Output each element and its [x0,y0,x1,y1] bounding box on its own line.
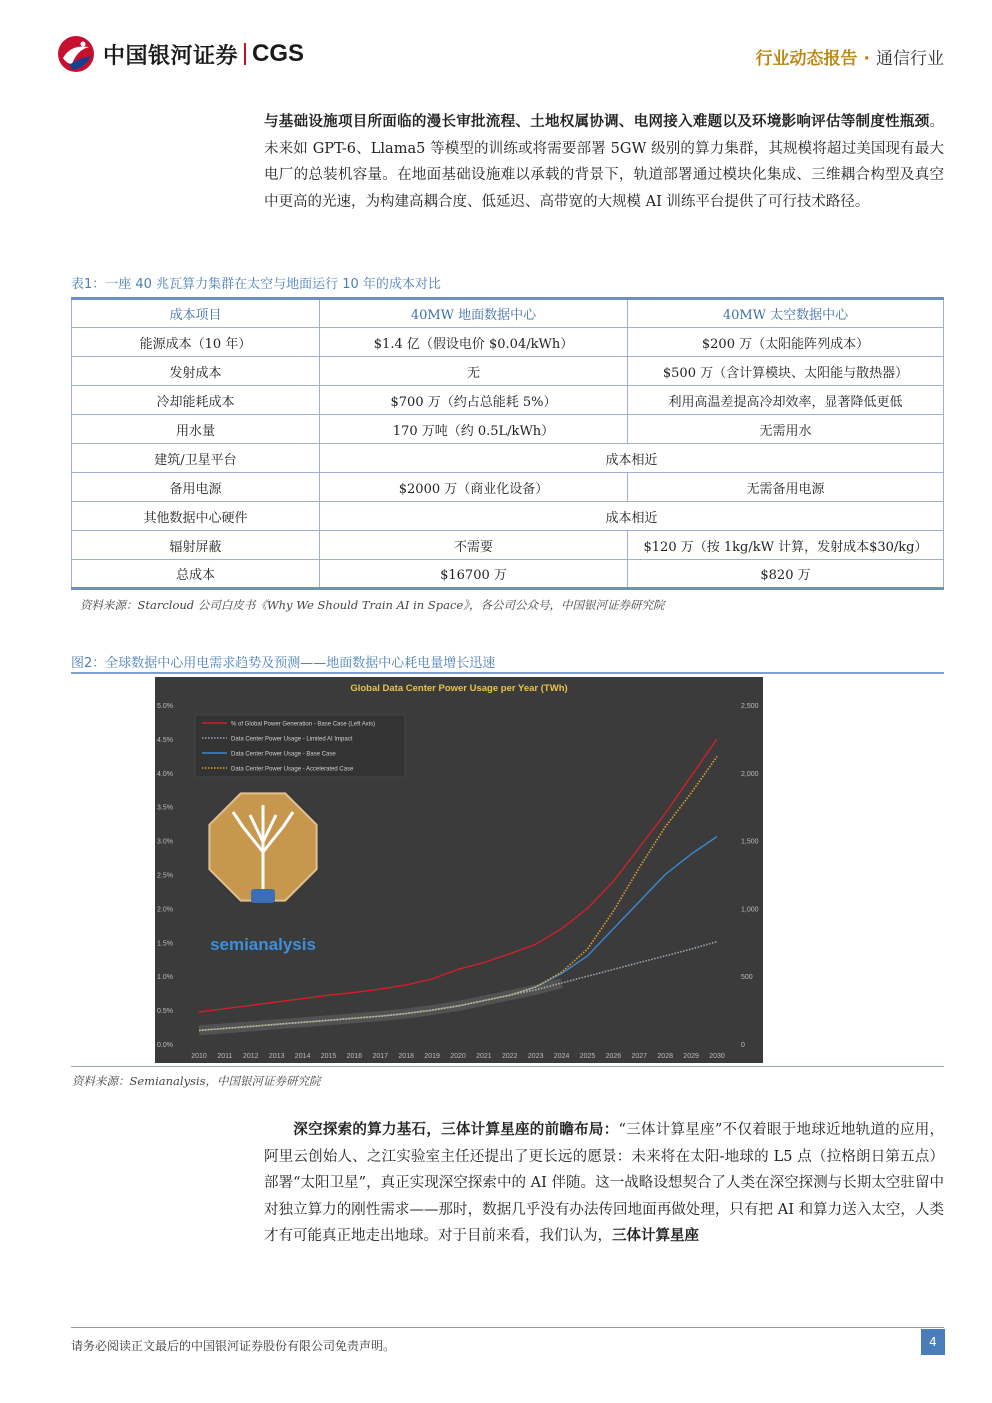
x-axis-tick-label: 2019 [424,1053,440,1060]
watermark-text: semianalysis [210,935,316,954]
cell-item: 建筑/卫星平台 [72,444,320,473]
x-axis-tick-label: 2025 [579,1053,596,1060]
cell-item: 其他数据中心硬件 [72,502,320,531]
power-usage-chart [155,677,763,1063]
chart-canvas [155,677,763,1063]
cost-comparison-table [71,297,944,590]
galaxy-logo-icon [55,34,97,74]
cell-item: 能源成本（10 年） [72,328,320,357]
watermark-bulb-base [251,889,275,903]
right-axis-tick-label: 1,000 [741,906,759,914]
cell-item: 用水量 [72,415,320,444]
legend-entry: % of Global Power Generation - Base Case (Left Axis) [231,721,376,728]
table-row [72,531,944,560]
cell-ground: $700 万（约占总能耗 5%） [320,386,628,415]
logo-chinese-name: 中国银河证券 [103,43,239,69]
cell-space: $200 万（太阳能阵列成本） [628,328,944,357]
cell-item: 辐射屏蔽 [72,531,320,560]
x-axis-tick-label: 2020 [450,1053,466,1060]
header-ground-dc: 40MW 地面数据中心 [320,299,628,328]
paragraph-1-text: 。未来如 GPT-6、Llama5 等模型的训练或将需要部署 5GW 级别的算力集群，其规模将超过美国现有最大电厂的总装机容量。在地面基础设施难以承载的背景下，轨道部署通过模块化集成、三维耦合构型及真空中更高的光速，为构建高耦合度、低延迟、高带宽的大规模 AI 训练平台提供了可行技术路径。 [264,114,944,210]
left-axis-tick-label: 2.5% [157,872,173,880]
cell-ground: $1.4 亿（假设电价 $0.04/kWh） [320,328,628,357]
x-axis-tick-label: 2013 [268,1053,285,1060]
legend-entry: Data Center Power Usage - Accelerated Case [231,766,354,773]
left-axis-tick-label: 0.0% [157,1042,173,1049]
cell-item: 发射成本 [72,357,320,386]
page-number: 4 [921,1329,945,1355]
figure-2-source: 资料来源：Semianalysis，中国银河证券研究院 [72,1074,321,1088]
cell-item: 备用电源 [72,473,320,502]
header-space-dc: 40MW 太空数据中心 [628,299,944,328]
logo-divider [244,43,246,65]
paragraph-2-bold-end: 三体计算星座 [612,1227,699,1244]
table-row [72,444,944,473]
x-axis-tick-label: 2011 [217,1053,233,1060]
right-axis-tick-label: 0 [741,1042,745,1049]
header-separator: · [863,49,870,69]
cell-space: $820 万 [628,560,944,589]
figure-bottom-rule [71,1066,944,1067]
footer-disclaimer: 请务必阅读正文最后的中国银河证券股份有限公司免责声明。 [71,1339,396,1353]
cell-merged: 成本相近 [320,502,944,531]
cell-ground: $16700 万 [320,560,628,589]
left-axis-tick-label: 3.5% [157,804,173,812]
table-row [72,560,944,589]
left-axis-tick-label: 4.0% [157,770,173,778]
x-axis-tick-label: 2027 [631,1053,648,1060]
x-axis-tick-label: 2015 [320,1053,337,1060]
x-axis-tick-label: 2026 [605,1053,622,1060]
report-type-label [756,44,944,69]
cell-ground: $2000 万（商业化设备） [320,473,628,502]
page-header [0,0,992,85]
paragraph-2-bold-start: 深空探索的算力基石，三体计算星座的前瞻布局： [293,1121,619,1138]
body-paragraph-2 [264,1117,944,1250]
table-row [72,502,944,531]
cell-space: 无需用水 [628,415,944,444]
cell-ground: 170 万吨（约 0.5L/kWh） [320,415,628,444]
industry-label: 通信行业 [876,49,944,69]
legend-entry: Data Center Power Usage - Base Case [231,751,336,758]
right-axis-tick-label: 2,500 [741,703,759,710]
chart-title: Global Data Center Power Usage per Year (TWh) [350,683,568,694]
x-axis-tick-label: 2022 [502,1053,518,1060]
company-logo [55,34,304,74]
footer-rule [71,1327,944,1328]
cell-ground: 不需要 [320,531,628,560]
cell-space: $500 万（含计算模块、太阳能与散热器） [628,357,944,386]
left-axis-tick-label: 4.5% [157,736,173,744]
left-axis-tick-label: 1.0% [157,974,173,982]
cell-space: 无需备用电源 [628,473,944,502]
x-axis-tick-label: 2028 [657,1053,673,1060]
table-1-source: 资料来源：Starcloud 公司白皮书《Why We Should Train AI in Space》，各公司公众号，中国银河证券研究院 [80,598,665,612]
table-row [72,386,944,415]
left-axis-tick-label: 3.0% [157,838,173,846]
x-axis-tick-label: 2029 [683,1053,699,1060]
x-axis-tick-label: 2012 [243,1053,259,1060]
cell-item: 冷却能耗成本 [72,386,320,415]
right-axis-tick-label: 1,500 [741,838,759,846]
cell-space: $120 万（按 1kg/kW 计算，发射成本$30/kg） [628,531,944,560]
table-row [72,473,944,502]
header-cost-item: 成本项目 [72,299,320,328]
legend-entry: Data Center Power Usage - Limited AI Impact [231,736,353,743]
x-axis-tick-label: 2030 [709,1053,725,1060]
body-paragraph-1 [264,109,944,215]
table-1-caption: 表1：一座 40 兆瓦算力集群在太空与地面运行 10 年的成本对比 [71,277,441,292]
paragraph-2-text: “三体计算星座”不仅着眼于地球近地轨道的应用，阿里云创始人、之江实验室主任还提出了更长远的愿景：未来将在太阳-地球的 L5 点（拉格朗日第五点）部署“太阳卫星”，真正实现深空探索中的 AI 伴随。这一战略设想契合了人类在深空探测与长期太空驻留中对独立算力的刚性需求——那时，数据几乎没有办法传回地面再做处理，只有把 AI 和算力送入太空，人类才有可能真正地走出地球。对于目前来看，我们认为， [264,1122,945,1244]
table-row [72,328,944,357]
x-axis-tick-label: 2023 [527,1053,544,1060]
left-axis-tick-label: 2.0% [157,906,173,914]
x-axis-tick-label: 2017 [372,1053,389,1060]
figure-2-caption: 图2：全球数据中心用电需求趋势及预测——地面数据中心耗电量增长迅速 [71,656,496,671]
report-type: 行业动态报告 [755,49,858,69]
figure-top-rule [71,672,944,674]
x-axis-tick-label: 2014 [294,1053,311,1060]
right-axis-tick-label: 2,000 [741,770,759,778]
paragraph-1-bold: 与基础设施项目所面临的漫长审批流程、土地权属协调、电网接入难题以及环境影响评估等制度性瓶颈 [264,113,930,130]
x-axis-tick-label: 2010 [191,1053,207,1060]
logo-english-name: CGS [252,40,305,67]
cell-space: 利用高温差提高冷却效率，显著降低更低 [628,386,944,415]
cell-merged: 成本相近 [320,444,944,473]
table-row [72,415,944,444]
cell-ground: 无 [320,357,628,386]
x-axis-tick-label: 2024 [553,1053,570,1060]
table-row [72,357,944,386]
left-axis-tick-label: 1.5% [157,940,173,948]
right-axis-tick-label: 500 [741,974,753,982]
cell-item: 总成本 [72,560,320,589]
x-axis-tick-label: 2021 [476,1053,492,1060]
table-header-row [72,299,944,328]
x-axis-tick-label: 2018 [398,1053,414,1060]
left-axis-tick-label: 5.0% [157,703,173,710]
x-axis-tick-label: 2016 [346,1053,363,1060]
left-axis-tick-label: 0.5% [157,1008,173,1016]
